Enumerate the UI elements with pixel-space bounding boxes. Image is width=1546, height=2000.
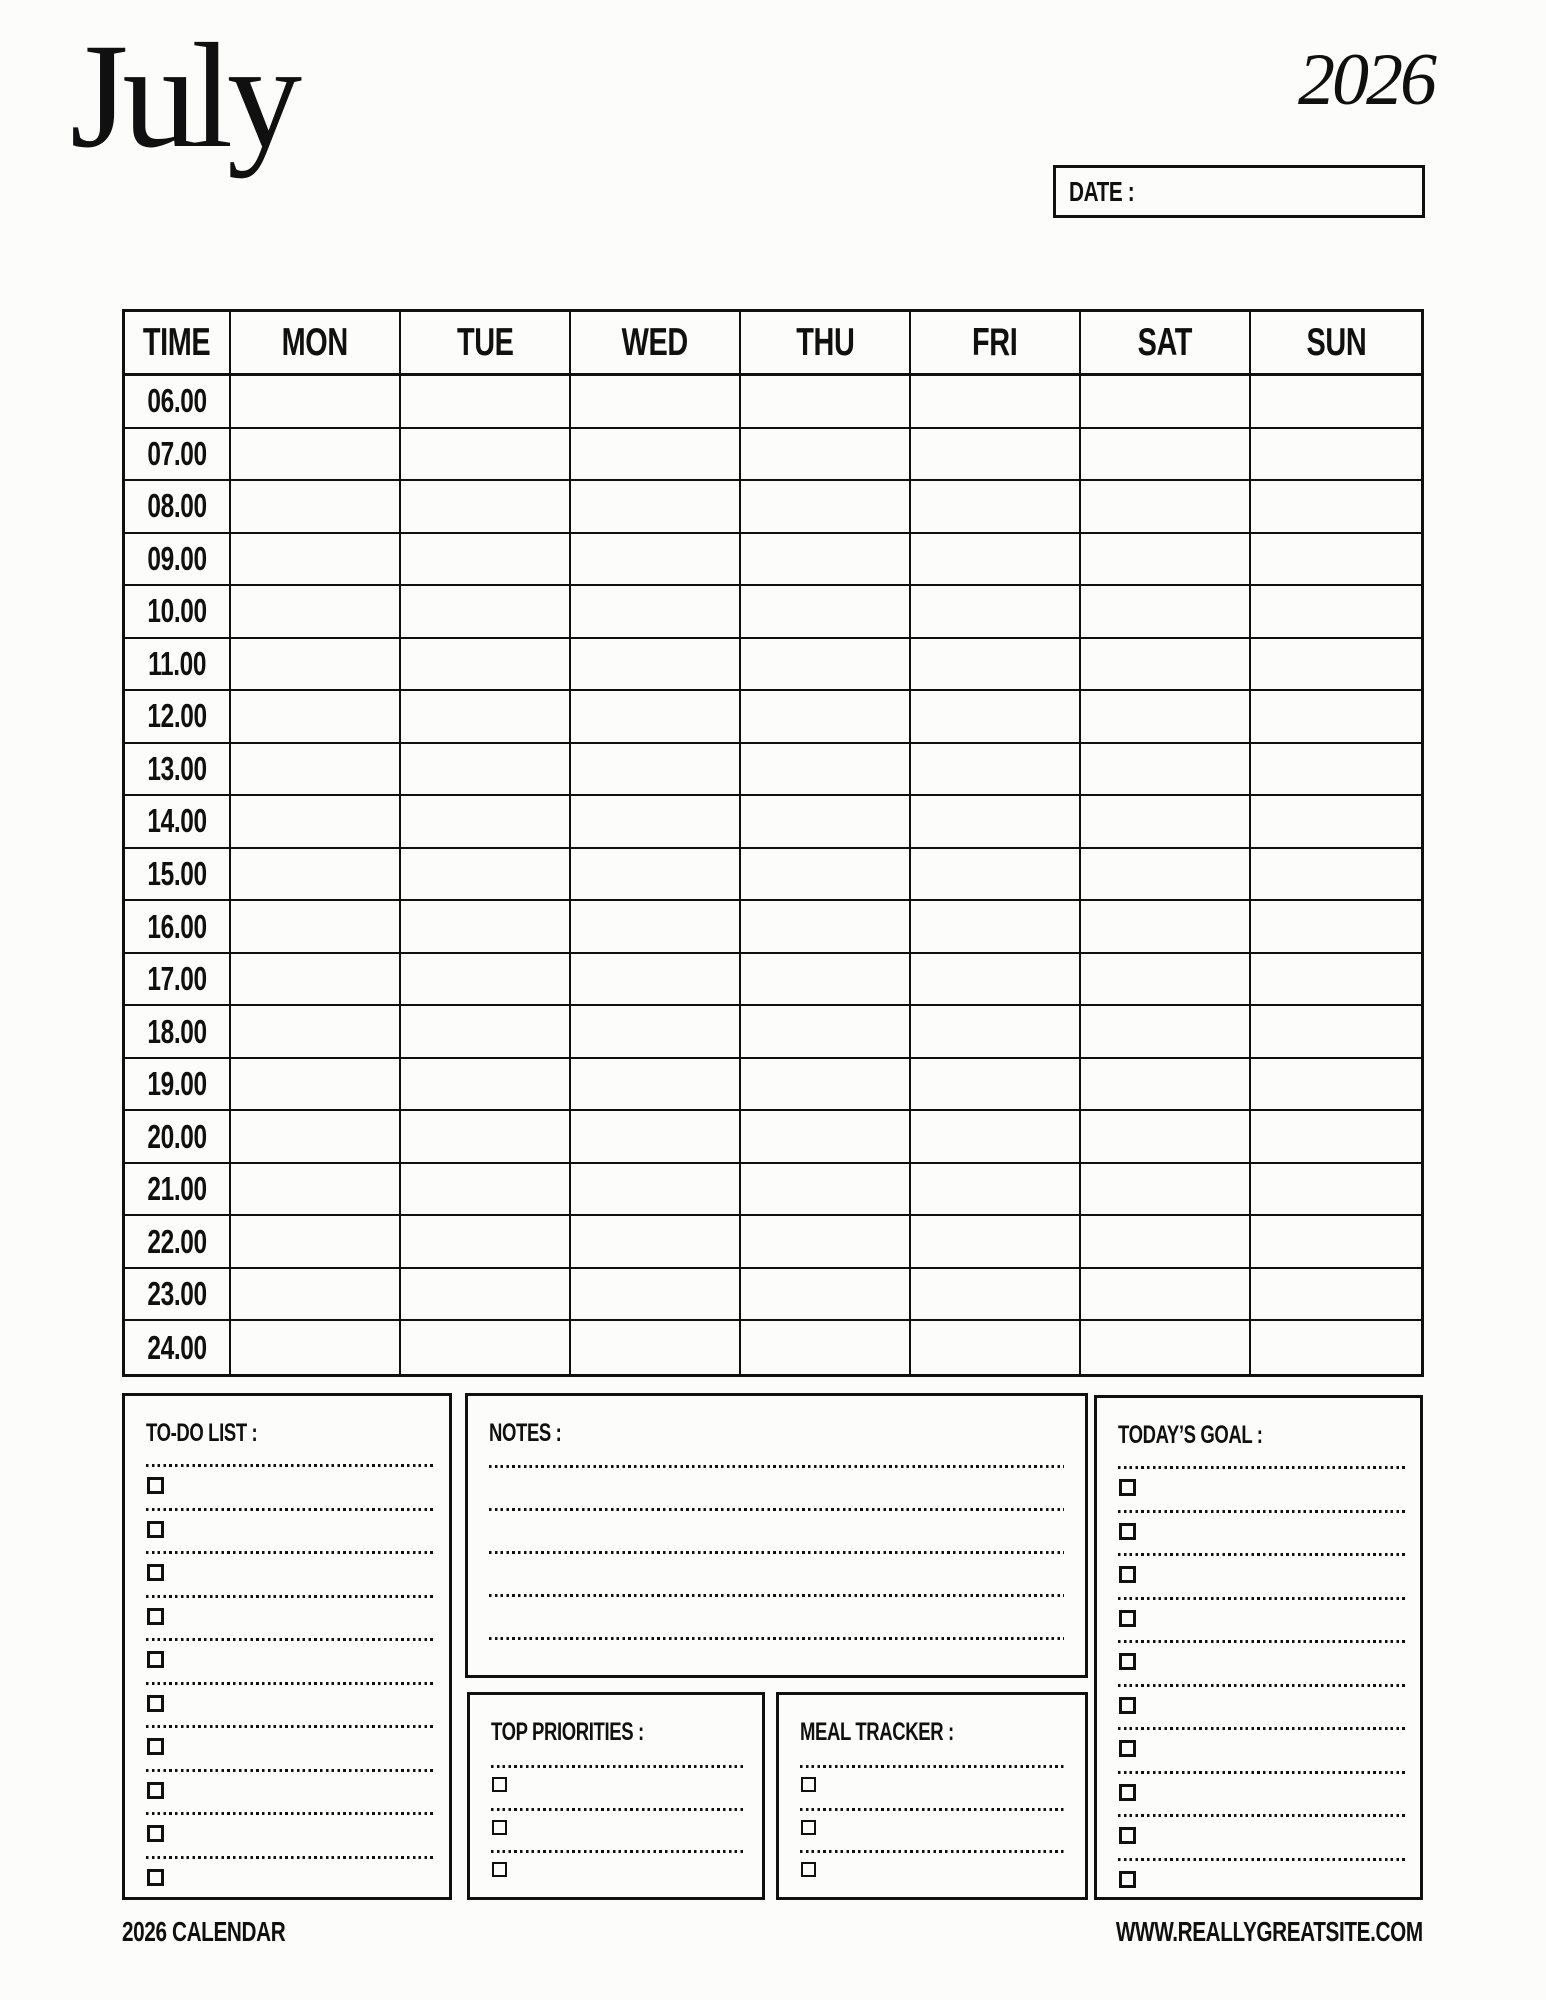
meal-checkbox-1[interactable] — [801, 1777, 816, 1792]
schedule-cell-tue-19.00[interactable] — [401, 1059, 571, 1112]
notes-write-line-1[interactable] — [489, 1465, 1064, 1468]
time-cell-17.00: 17.00 — [125, 954, 231, 1007]
todo-write-line-3[interactable] — [146, 1551, 436, 1554]
top-priorities-title: TOP PRIORITIES : — [491, 1718, 644, 1746]
time-cell-08.00: 08.00 — [125, 481, 231, 534]
schedule-cell-tue-18.00[interactable] — [401, 1006, 571, 1059]
schedule-cell-sat-13.00[interactable] — [1081, 744, 1251, 797]
schedule-cell-mon-12.00[interactable] — [231, 691, 401, 744]
todo-item-9 — [146, 1812, 436, 1856]
schedule-cell-tue-06.00[interactable] — [401, 376, 571, 429]
schedule-cell-mon-14.00[interactable] — [231, 796, 401, 849]
schedule-cell-fri-09.00[interactable] — [911, 534, 1081, 587]
schedule-cell-mon-22.00[interactable] — [231, 1216, 401, 1269]
column-header-tue: TUE — [401, 312, 571, 376]
time-cell-11.00: 11.00 — [125, 639, 231, 692]
schedule-cell-wed-14.00[interactable] — [571, 796, 741, 849]
schedule-cell-mon-18.00[interactable] — [231, 1006, 401, 1059]
todo-item-3 — [146, 1551, 436, 1595]
schedule-cell-wed-13.00[interactable] — [571, 744, 741, 797]
notes-row-3 — [489, 1551, 1064, 1594]
schedule-cell-tue-13.00[interactable] — [401, 744, 571, 797]
meal-item-1 — [800, 1765, 1067, 1808]
schedule-cell-fri-10.00[interactable] — [911, 586, 1081, 639]
schedule-cell-sun-11.00[interactable] — [1251, 639, 1421, 692]
priority-write-line-2[interactable] — [491, 1808, 744, 1811]
time-cell-14.00: 14.00 — [125, 796, 231, 849]
time-cell-21.00: 21.00 — [125, 1164, 231, 1217]
time-cell-22.00: 22.00 — [125, 1216, 231, 1269]
schedule-cell-tue-12.00[interactable] — [401, 691, 571, 744]
schedule-cell-mon-24.00[interactable] — [231, 1321, 401, 1374]
date-field[interactable] — [1053, 165, 1425, 218]
schedule-cell-fri-16.00[interactable] — [911, 901, 1081, 954]
todo-list-title: TO-DO LIST : — [146, 1419, 258, 1447]
schedule-cell-fri-08.00[interactable] — [911, 481, 1081, 534]
schedule-cell-fri-12.00[interactable] — [911, 691, 1081, 744]
month-title: July — [70, 13, 297, 179]
goal-write-line-6[interactable] — [1118, 1684, 1407, 1687]
todo-checkbox-4[interactable] — [147, 1608, 164, 1625]
schedule-cell-thu-09.00[interactable] — [741, 534, 911, 587]
meal-item-2 — [800, 1808, 1067, 1851]
schedule-cell-sun-12.00[interactable] — [1251, 691, 1421, 744]
todo-list-box — [122, 1393, 452, 1900]
goal-item-1 — [1118, 1466, 1407, 1510]
goal-checkbox-2[interactable] — [1119, 1523, 1136, 1540]
schedule-cell-sat-07.00[interactable] — [1081, 429, 1251, 482]
schedule-cell-thu-21.00[interactable] — [741, 1164, 911, 1217]
time-cell-18.00: 18.00 — [125, 1006, 231, 1059]
goal-item-2 — [1118, 1510, 1407, 1554]
footer-calendar-label: 2026 CALENDAR — [122, 1916, 286, 1947]
schedule-cell-sun-06.00[interactable] — [1251, 376, 1421, 429]
schedule-cell-tue-23.00[interactable] — [401, 1269, 571, 1322]
schedule-cell-sat-06.00[interactable] — [1081, 376, 1251, 429]
schedule-cell-thu-06.00[interactable] — [741, 376, 911, 429]
time-cell-16.00: 16.00 — [125, 901, 231, 954]
goal-item-3 — [1118, 1553, 1407, 1597]
schedule-cell-thu-18.00[interactable] — [741, 1006, 911, 1059]
schedule-cell-sun-08.00[interactable] — [1251, 481, 1421, 534]
schedule-cell-wed-19.00[interactable] — [571, 1059, 741, 1112]
schedule-cell-sun-10.00[interactable] — [1251, 586, 1421, 639]
goal-checkbox-8[interactable] — [1119, 1784, 1136, 1801]
goal-write-line-8[interactable] — [1118, 1771, 1407, 1774]
todo-write-line-2[interactable] — [146, 1508, 436, 1511]
schedule-cell-wed-17.00[interactable] — [571, 954, 741, 1007]
todo-write-line-7[interactable] — [146, 1725, 436, 1728]
schedule-cell-mon-17.00[interactable] — [231, 954, 401, 1007]
goal-item-9 — [1118, 1814, 1407, 1858]
schedule-cell-tue-24.00[interactable] — [401, 1321, 571, 1374]
schedule-cell-thu-16.00[interactable] — [741, 901, 911, 954]
todo-checkbox-5[interactable] — [147, 1651, 164, 1668]
todo-checkbox-9[interactable] — [147, 1825, 164, 1842]
schedule-cell-fri-19.00[interactable] — [911, 1059, 1081, 1112]
schedule-cell-tue-16.00[interactable] — [401, 901, 571, 954]
schedule-cell-sun-22.00[interactable] — [1251, 1216, 1421, 1269]
meal-tracker-title: MEAL TRACKER : — [800, 1718, 954, 1746]
goal-item-5 — [1118, 1640, 1407, 1684]
schedule-cell-sat-19.00[interactable] — [1081, 1059, 1251, 1112]
todo-list-items — [146, 1464, 436, 1899]
year-label: 2026 — [1298, 39, 1434, 121]
time-cell-10.00: 10.00 — [125, 586, 231, 639]
schedule-cell-tue-14.00[interactable] — [401, 796, 571, 849]
schedule-cell-fri-06.00[interactable] — [911, 376, 1081, 429]
goal-item-7 — [1118, 1727, 1407, 1771]
schedule-cell-sat-20.00[interactable] — [1081, 1111, 1251, 1164]
notes-write-line-4[interactable] — [489, 1594, 1064, 1597]
time-cell-24.00: 24.00 — [125, 1321, 231, 1374]
priority-item-3 — [491, 1850, 744, 1893]
time-cell-15.00: 15.00 — [125, 849, 231, 902]
schedule-cell-fri-24.00[interactable] — [911, 1321, 1081, 1374]
schedule-cell-mon-16.00[interactable] — [231, 901, 401, 954]
schedule-cell-thu-13.00[interactable] — [741, 744, 911, 797]
notes-write-line-5[interactable] — [489, 1637, 1064, 1640]
todays-goal-items — [1118, 1466, 1407, 1901]
todays-goal-box — [1094, 1395, 1423, 1900]
schedule-cell-tue-09.00[interactable] — [401, 534, 571, 587]
schedule-cell-thu-11.00[interactable] — [741, 639, 911, 692]
schedule-cell-thu-17.00[interactable] — [741, 954, 911, 1007]
schedule-cell-wed-09.00[interactable] — [571, 534, 741, 587]
schedule-cell-wed-21.00[interactable] — [571, 1164, 741, 1217]
schedule-cell-sun-19.00[interactable] — [1251, 1059, 1421, 1112]
meal-checkbox-2[interactable] — [801, 1820, 816, 1835]
todo-checkbox-7[interactable] — [147, 1738, 164, 1755]
schedule-cell-wed-24.00[interactable] — [571, 1321, 741, 1374]
todo-item-7 — [146, 1725, 436, 1769]
goal-item-4 — [1118, 1597, 1407, 1641]
schedule-cell-fri-18.00[interactable] — [911, 1006, 1081, 1059]
top-priorities-items — [491, 1765, 744, 1893]
goal-write-line-10[interactable] — [1118, 1858, 1407, 1861]
schedule-cell-wed-22.00[interactable] — [571, 1216, 741, 1269]
meal-write-line-2[interactable] — [800, 1808, 1067, 1811]
todo-item-8 — [146, 1769, 436, 1813]
schedule-cell-fri-20.00[interactable] — [911, 1111, 1081, 1164]
schedule-cell-thu-15.00[interactable] — [741, 849, 911, 902]
schedule-cell-tue-15.00[interactable] — [401, 849, 571, 902]
goal-checkbox-3[interactable] — [1119, 1566, 1136, 1583]
goal-item-10 — [1118, 1858, 1407, 1902]
priority-checkbox-3[interactable] — [492, 1862, 507, 1877]
schedule-cell-sat-21.00[interactable] — [1081, 1164, 1251, 1217]
schedule-cell-fri-15.00[interactable] — [911, 849, 1081, 902]
todo-checkbox-8[interactable] — [147, 1782, 164, 1799]
todo-checkbox-1[interactable] — [147, 1477, 164, 1494]
todo-item-4 — [146, 1595, 436, 1639]
schedule-cell-mon-07.00[interactable] — [231, 429, 401, 482]
priority-write-line-1[interactable] — [491, 1765, 744, 1768]
schedule-cell-thu-22.00[interactable] — [741, 1216, 911, 1269]
schedule-cell-sat-18.00[interactable] — [1081, 1006, 1251, 1059]
date-label: DATE : — [1069, 175, 1135, 207]
schedule-cell-wed-11.00[interactable] — [571, 639, 741, 692]
schedule-cell-tue-22.00[interactable] — [401, 1216, 571, 1269]
todo-write-line-6[interactable] — [146, 1682, 436, 1685]
todays-goal-title: TODAY’S GOAL : — [1118, 1421, 1263, 1449]
schedule-cell-fri-14.00[interactable] — [911, 796, 1081, 849]
column-header-time: TIME — [125, 312, 231, 376]
goal-write-line-2[interactable] — [1118, 1510, 1407, 1513]
schedule-cell-thu-12.00[interactable] — [741, 691, 911, 744]
column-header-wed: WED — [571, 312, 741, 376]
schedule-cell-sun-13.00[interactable] — [1251, 744, 1421, 797]
schedule-cell-thu-14.00[interactable] — [741, 796, 911, 849]
schedule-cell-sat-24.00[interactable] — [1081, 1321, 1251, 1374]
column-header-mon: MON — [231, 312, 401, 376]
notes-title: NOTES : — [489, 1419, 562, 1447]
schedule-cell-wed-12.00[interactable] — [571, 691, 741, 744]
time-cell-12.00: 12.00 — [125, 691, 231, 744]
schedule-cell-mon-10.00[interactable] — [231, 586, 401, 639]
schedule-cell-thu-19.00[interactable] — [741, 1059, 911, 1112]
priority-checkbox-2[interactable] — [492, 1820, 507, 1835]
schedule-cell-sat-22.00[interactable] — [1081, 1216, 1251, 1269]
todo-write-line-9[interactable] — [146, 1812, 436, 1815]
schedule-cell-fri-13.00[interactable] — [911, 744, 1081, 797]
goal-checkbox-6[interactable] — [1119, 1697, 1136, 1714]
schedule-cell-sat-12.00[interactable] — [1081, 691, 1251, 744]
schedule-cell-mon-09.00[interactable] — [231, 534, 401, 587]
goal-checkbox-10[interactable] — [1119, 1871, 1136, 1888]
schedule-cell-wed-20.00[interactable] — [571, 1111, 741, 1164]
todo-checkbox-2[interactable] — [147, 1521, 164, 1538]
time-cell-07.00: 07.00 — [125, 429, 231, 482]
schedule-cell-mon-21.00[interactable] — [231, 1164, 401, 1217]
meal-checkbox-3[interactable] — [801, 1862, 816, 1877]
goal-write-line-5[interactable] — [1118, 1640, 1407, 1643]
schedule-cell-wed-08.00[interactable] — [571, 481, 741, 534]
schedule-cell-sat-23.00[interactable] — [1081, 1269, 1251, 1322]
todo-write-line-10[interactable] — [146, 1856, 436, 1859]
schedule-cell-wed-06.00[interactable] — [571, 376, 741, 429]
meal-tracker-box — [776, 1692, 1088, 1900]
schedule-cell-sun-09.00[interactable] — [1251, 534, 1421, 587]
column-header-sun: SUN — [1251, 312, 1421, 376]
column-header-sat: SAT — [1081, 312, 1251, 376]
schedule-cell-mon-11.00[interactable] — [231, 639, 401, 692]
schedule-cell-sun-20.00[interactable] — [1251, 1111, 1421, 1164]
footer-website-label: WWW.REALLYGREATSITE.COM — [1116, 1916, 1423, 1947]
top-priorities-box — [467, 1692, 765, 1900]
time-cell-19.00: 19.00 — [125, 1059, 231, 1112]
schedule-cell-thu-24.00[interactable] — [741, 1321, 911, 1374]
time-cell-20.00: 20.00 — [125, 1111, 231, 1164]
goal-write-line-3[interactable] — [1118, 1553, 1407, 1556]
schedule-cell-mon-19.00[interactable] — [231, 1059, 401, 1112]
priority-item-2 — [491, 1808, 744, 1851]
notes-write-line-3[interactable] — [489, 1551, 1064, 1554]
schedule-cell-sat-14.00[interactable] — [1081, 796, 1251, 849]
priority-item-1 — [491, 1765, 744, 1808]
schedule-cell-fri-11.00[interactable] — [911, 639, 1081, 692]
schedule-cell-wed-16.00[interactable] — [571, 901, 741, 954]
schedule-cell-wed-10.00[interactable] — [571, 586, 741, 639]
schedule-cell-thu-10.00[interactable] — [741, 586, 911, 639]
schedule-cell-sun-17.00[interactable] — [1251, 954, 1421, 1007]
notes-row-4 — [489, 1594, 1064, 1637]
schedule-cell-sun-23.00[interactable] — [1251, 1269, 1421, 1322]
schedule-cell-thu-08.00[interactable] — [741, 481, 911, 534]
todo-write-line-4[interactable] — [146, 1595, 436, 1598]
time-cell-23.00: 23.00 — [125, 1269, 231, 1322]
schedule-cell-mon-13.00[interactable] — [231, 744, 401, 797]
goal-item-8 — [1118, 1771, 1407, 1815]
meal-item-3 — [800, 1850, 1067, 1893]
schedule-cell-fri-07.00[interactable] — [911, 429, 1081, 482]
schedule-cell-mon-15.00[interactable] — [231, 849, 401, 902]
notes-row-5 — [489, 1637, 1064, 1680]
schedule-cell-sat-11.00[interactable] — [1081, 639, 1251, 692]
goal-checkbox-5[interactable] — [1119, 1653, 1136, 1670]
schedule-cell-wed-15.00[interactable] — [571, 849, 741, 902]
schedule-cell-sat-17.00[interactable] — [1081, 954, 1251, 1007]
notes-row-2 — [489, 1508, 1064, 1551]
schedule-cell-fri-22.00[interactable] — [911, 1216, 1081, 1269]
meal-tracker-items — [800, 1765, 1067, 1893]
goal-write-line-7[interactable] — [1118, 1727, 1407, 1730]
schedule-cell-fri-23.00[interactable] — [911, 1269, 1081, 1322]
time-cell-13.00: 13.00 — [125, 744, 231, 797]
schedule-cell-tue-07.00[interactable] — [401, 429, 571, 482]
todo-item-1 — [146, 1464, 436, 1508]
schedule-cell-sun-15.00[interactable] — [1251, 849, 1421, 902]
todo-item-2 — [146, 1508, 436, 1552]
schedule-table — [122, 309, 1424, 1377]
time-cell-09.00: 09.00 — [125, 534, 231, 587]
notes-box — [465, 1393, 1088, 1678]
priority-checkbox-1[interactable] — [492, 1777, 507, 1792]
column-header-thu: THU — [741, 312, 911, 376]
todo-item-6 — [146, 1682, 436, 1726]
schedule-cell-sat-16.00[interactable] — [1081, 901, 1251, 954]
schedule-cell-mon-23.00[interactable] — [231, 1269, 401, 1322]
schedule-cell-sun-18.00[interactable] — [1251, 1006, 1421, 1059]
todo-checkbox-6[interactable] — [147, 1695, 164, 1712]
schedule-cell-sat-10.00[interactable] — [1081, 586, 1251, 639]
notes-row-1 — [489, 1465, 1064, 1508]
goal-checkbox-1[interactable] — [1119, 1479, 1136, 1496]
goal-write-line-9[interactable] — [1118, 1814, 1407, 1817]
schedule-cell-sun-21.00[interactable] — [1251, 1164, 1421, 1217]
todo-write-line-1[interactable] — [146, 1464, 436, 1467]
schedule-cell-wed-23.00[interactable] — [571, 1269, 741, 1322]
schedule-cell-mon-08.00[interactable] — [231, 481, 401, 534]
todo-item-5 — [146, 1638, 436, 1682]
schedule-cell-thu-07.00[interactable] — [741, 429, 911, 482]
goal-checkbox-7[interactable] — [1119, 1740, 1136, 1757]
schedule-cell-wed-18.00[interactable] — [571, 1006, 741, 1059]
schedule-cell-tue-10.00[interactable] — [401, 586, 571, 639]
schedule-cell-sat-15.00[interactable] — [1081, 849, 1251, 902]
schedule-cell-mon-20.00[interactable] — [231, 1111, 401, 1164]
schedule-cell-sat-09.00[interactable] — [1081, 534, 1251, 587]
goal-write-line-4[interactable] — [1118, 1597, 1407, 1600]
todo-checkbox-3[interactable] — [147, 1564, 164, 1581]
goal-checkbox-9[interactable] — [1119, 1827, 1136, 1844]
priority-write-line-3[interactable] — [491, 1850, 744, 1853]
goal-checkbox-4[interactable] — [1119, 1610, 1136, 1627]
schedule-cell-wed-07.00[interactable] — [571, 429, 741, 482]
schedule-cell-tue-08.00[interactable] — [401, 481, 571, 534]
schedule-cell-sun-24.00[interactable] — [1251, 1321, 1421, 1374]
schedule-cell-sun-16.00[interactable] — [1251, 901, 1421, 954]
schedule-cell-thu-20.00[interactable] — [741, 1111, 911, 1164]
schedule-cell-mon-06.00[interactable] — [231, 376, 401, 429]
schedule-cell-thu-23.00[interactable] — [741, 1269, 911, 1322]
schedule-cell-sun-14.00[interactable] — [1251, 796, 1421, 849]
schedule-cell-tue-17.00[interactable] — [401, 954, 571, 1007]
notes-lines — [489, 1465, 1064, 1680]
schedule-cell-tue-11.00[interactable] — [401, 639, 571, 692]
meal-write-line-1[interactable] — [800, 1765, 1067, 1768]
todo-write-line-8[interactable] — [146, 1769, 436, 1772]
schedule-cell-tue-21.00[interactable] — [401, 1164, 571, 1217]
schedule-cell-fri-21.00[interactable] — [911, 1164, 1081, 1217]
schedule-cell-tue-20.00[interactable] — [401, 1111, 571, 1164]
meal-write-line-3[interactable] — [800, 1850, 1067, 1853]
goal-item-6 — [1118, 1684, 1407, 1728]
schedule-cell-sat-08.00[interactable] — [1081, 481, 1251, 534]
todo-item-10 — [146, 1856, 436, 1900]
schedule-cell-fri-17.00[interactable] — [911, 954, 1081, 1007]
todo-write-line-5[interactable] — [146, 1638, 436, 1641]
column-header-fri: FRI — [911, 312, 1081, 376]
todo-checkbox-10[interactable] — [147, 1869, 164, 1886]
time-cell-06.00: 06.00 — [125, 376, 231, 429]
notes-write-line-2[interactable] — [489, 1508, 1064, 1511]
schedule-cell-sun-07.00[interactable] — [1251, 429, 1421, 482]
goal-write-line-1[interactable] — [1118, 1466, 1407, 1469]
